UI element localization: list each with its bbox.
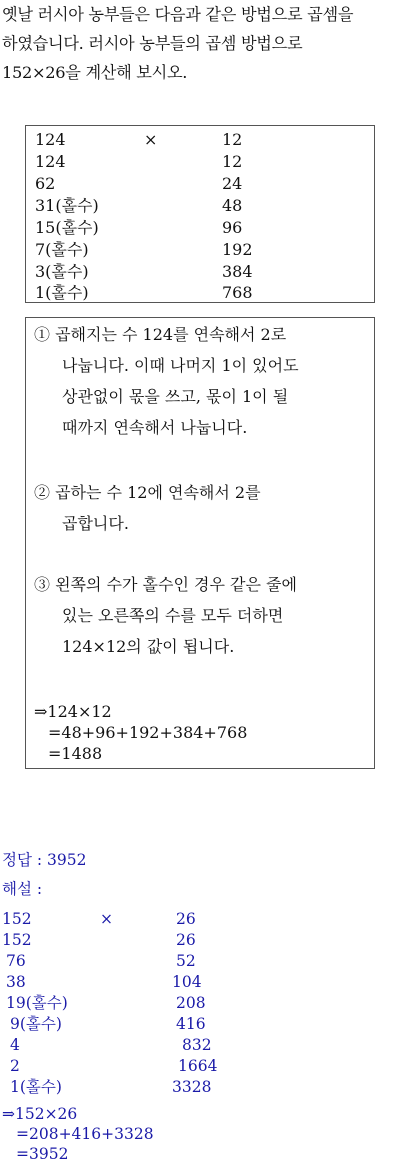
left-value: 1(홀수) [10,1078,62,1096]
method-explanation-box [25,317,375,769]
right-value: 26 [176,931,196,949]
left-value: 124 [35,152,66,171]
calc-line: =3952 [16,1145,69,1163]
step-line: 나눕니다. 이때 나머지 1이 있어도 [62,356,299,375]
times-symbol: × [144,130,158,149]
step-line: ③ 왼쪽의 수가 홀수인 경우 같은 줄에 [34,575,297,594]
right-value: 192 [222,240,253,259]
multiplier: 12 [222,130,243,149]
calc-line: =208+416+3328 [16,1125,154,1143]
multiplicand: 124 [35,130,66,149]
left-value: 3(홀수) [35,262,89,281]
example-table-row [26,195,374,217]
right-value: 1664 [178,1057,218,1075]
solution-calculation [2,1104,154,1164]
question-text [2,0,398,87]
step-line: ① 곱해지는 수 124를 연속해서 2로 [34,325,287,344]
right-value: 104 [172,973,202,991]
calc-line: ⇒124×12 [34,702,112,721]
multiplier: 26 [176,910,196,928]
calc-line: =1488 [48,744,103,763]
solution-table-row [0,1035,400,1056]
question-line: 152×26을 계산해 보시오. [2,63,188,82]
step-1 [34,319,369,443]
right-value: 52 [176,952,196,970]
example-table-row [26,261,374,283]
calc-line: ⇒152×26 [2,1105,78,1123]
times-symbol: × [100,910,113,928]
solution-table-row [0,1056,400,1077]
multiplicand: 152 [2,910,32,928]
solution-table-row [0,972,400,993]
left-value: 9(홀수) [10,1015,62,1033]
solution-table-row [0,1077,400,1098]
right-value: 384 [222,262,253,281]
solution-table-header [0,909,400,930]
step-line: 있는 오른쪽의 수를 모두 더하면 [62,606,284,625]
left-value: 19(홀수) [6,994,68,1012]
solution-table-row [0,930,400,951]
left-value: 31(홀수) [35,196,99,215]
left-value: 15(홀수) [35,218,99,237]
example-calculation [34,701,247,764]
answer-text: 정답 : 3952 [2,851,87,869]
step-line: 124×12의 값이 됩니다. [62,637,235,656]
right-value: 12 [222,152,243,171]
left-value: 4 [10,1036,20,1054]
step-line: 곱합니다. [62,514,129,533]
calc-line: =48+96+192+384+768 [48,723,248,742]
example-table-header [26,129,374,151]
solution-table-row [0,1014,400,1035]
step-2 [34,477,369,539]
left-value: 38 [6,973,26,991]
right-value: 832 [182,1036,212,1054]
left-value: 76 [6,952,26,970]
example-table-row [26,151,374,173]
right-value: 416 [176,1015,206,1033]
example-table-row [26,217,374,239]
question-line: 옛날 러시아 농부들은 다음과 같은 방법으로 곱셈을 [2,5,354,24]
step-line: ② 곱하는 수 12에 연속해서 2를 [34,483,261,502]
right-value: 96 [222,218,243,237]
step-line: 때까지 연속해서 나눕니다. [62,418,248,437]
left-value: 2 [10,1057,20,1075]
left-value: 62 [35,174,56,193]
left-value: 1(홀수) [35,283,89,302]
right-value: 208 [176,994,206,1012]
left-value: 152 [2,931,32,949]
example-table-row [26,173,374,195]
solution-table-row [0,951,400,972]
right-value: 768 [222,283,253,302]
question-line: 하였습니다. 러시아 농부들의 곱셈 방법으로 [2,34,303,53]
step-3 [34,569,369,662]
right-value: 24 [222,174,243,193]
step-line: 상관없이 몫을 쓰고, 몫이 1이 될 [62,387,289,406]
right-value: 48 [222,196,243,215]
example-table-box [25,125,375,303]
example-table-row [26,282,374,304]
left-value: 7(홀수) [35,240,89,259]
example-table-row [26,239,374,261]
solution-table-row [0,993,400,1014]
solution-label: 해설 : [2,880,43,898]
right-value: 3328 [172,1078,212,1096]
